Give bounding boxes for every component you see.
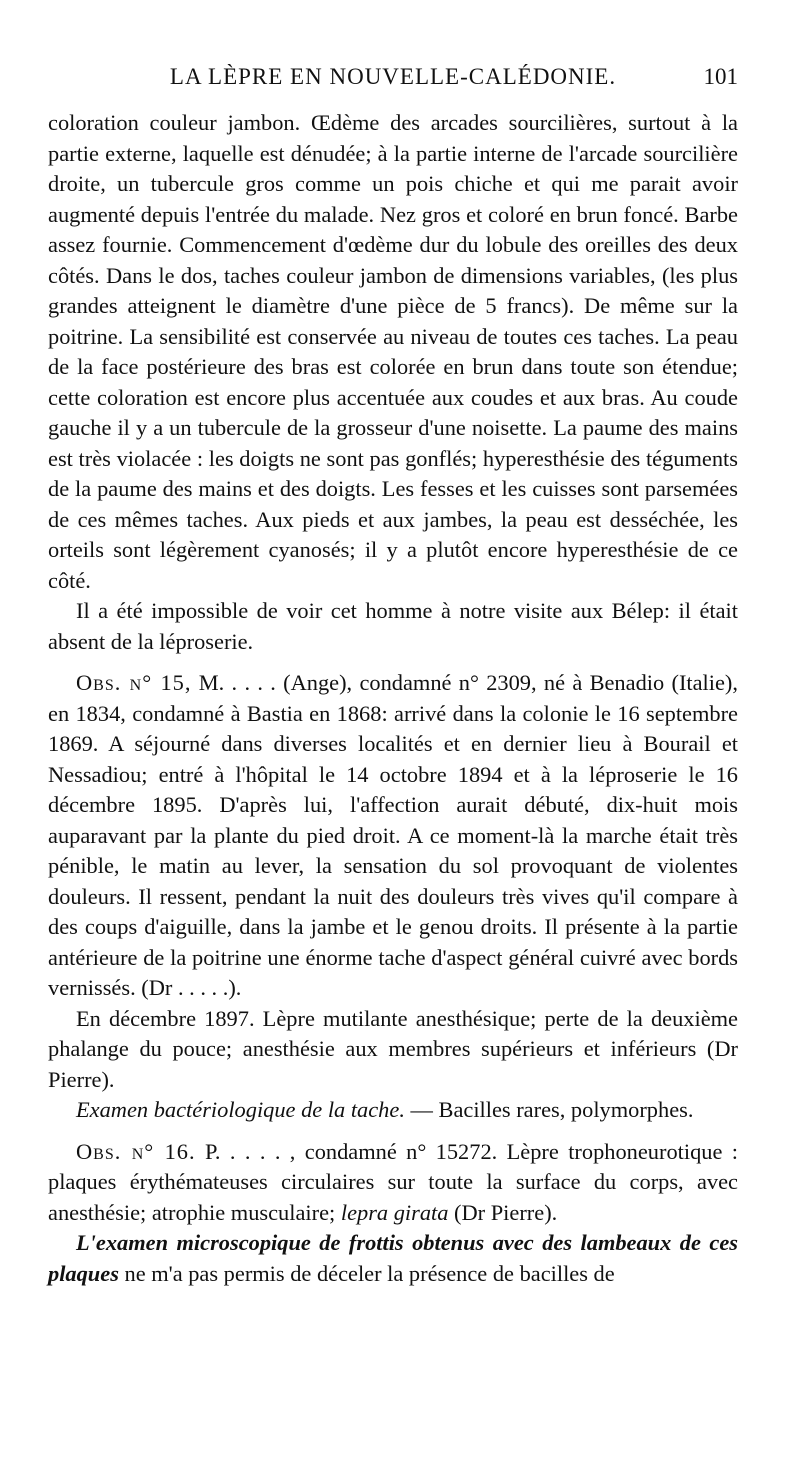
bacteriology-text: — Bacilles rares, polymorphes. — [404, 1097, 694, 1122]
body-text — [48, 108, 738, 1289]
microscopic-exam-text: ne m'a pas permis de déceler la présence de bacilles de — [118, 1260, 615, 1286]
observation-15 — [48, 668, 738, 1004]
running-title: LA LÈPRE EN NOUVELLE-CALÉDONIE. — [169, 64, 617, 89]
observation-text: P. . . . . , condamné n° 15272. Lèpre trophoneurotique : plaques érythémateuses circulaires sur toute la surface du corps, avec anesthésie; atrophie musculaire; — [48, 1138, 738, 1225]
page-header — [48, 60, 738, 94]
observation-label: Obs. n° 16. — [76, 1138, 196, 1164]
paragraph-absent: Il a été impossible de voir cet homme à notre visite aux Bélep: il était absent de la léproserie. — [48, 598, 738, 654]
paragraph-microscopic-exam — [48, 1228, 738, 1289]
bacteriology-heading: Examen bactériologique de la tache. — [76, 1097, 405, 1122]
observation-16 — [48, 1137, 738, 1229]
paragraph-bacteriology — [48, 1095, 738, 1126]
page-number: 101 — [703, 64, 738, 89]
observation-text-end: (Dr Pierre). — [448, 1199, 558, 1225]
lepra-girata-term: lepra girata — [340, 1199, 449, 1225]
observation-text: M. . . . . (Ange), condamné n° 2309, né à Benadio (Italie), en 1834, condamné à Bastia en 1868: arrivé dans la colonie le 16 septembre 1869. A séjourné dans diverses localités et en dernier lieu à Bourail et Nessadiou; entré à l'hôpital le 14 octobre 1894 et à la léproserie le 16 décembre 1895. D'après lui, l'affection aurait débuté, dix-huit mois auparavant par la plante du pied droit. A ce moment-là la marche était très pénible, le matin au lever, la sensation du sol provoquant de violentes douleurs. Il ressent, pendant la nuit des douleurs très vives qu'il compare à des coups d'aiguille, dans la jambe et le genou droits. Il présente à la partie antérieure de la poitrine une énorme tache d'aspect général cuivré avec bords vernissés. (Dr . . . . .). — [48, 670, 738, 1000]
paragraph-continuation: coloration couleur jambon. Œdème des arcades sourcilières, surtout à la partie externe, laquelle est dénudée; à la partie interne de l'arcade sourcilière droite, un tubercule gros comme un pois chiche et qui me parait avoir augmenté depuis l'entrée du malade. Nez gros et coloré en brun foncé. Barbe assez fournie. Commencement d'œdème dur du lobule des oreilles des deux côtés. Dans le dos, taches couleur jambon de dimensions variables, (les plus grandes atteignent le diamètre d'une pièce de 5 francs). De même sur la poitrine. La sensibilité est conservée au niveau de toutes ces taches. La peau de la face postérieure des bras est colorée en brun dans toute son étendue; cette coloration est encore plus accentuée aux coudes et aux bras. Au coude gauche il y a un tubercule de la grosseur d'une noisette. La paume des mains est très violacée : les doigts ne sont pas gonflés; hyperesthésie des téguments de la paume des mains et des doigts. Les fesses et les cuisses sont parsemées de ces mêmes taches. Aux pieds et aux jambes, la peau est desséchée, les orteils sont légèrement cyanosés; il y a plutôt encore hyperesthésie de ce côté. — [48, 110, 738, 593]
microscopic-exam-emphasis: L'examen microscopique de frottis obtenus avec des lambeaux de ces plaques — [48, 1230, 738, 1286]
observation-label: Obs. n° 15, — [76, 670, 192, 695]
paragraph-december-1897: En décembre 1897. Lèpre mutilante anesthésique; perte de la deuxième phalange du pouce; anesthésie aux membres supérieurs et inférieurs (Dr Pierre). — [48, 1005, 738, 1092]
